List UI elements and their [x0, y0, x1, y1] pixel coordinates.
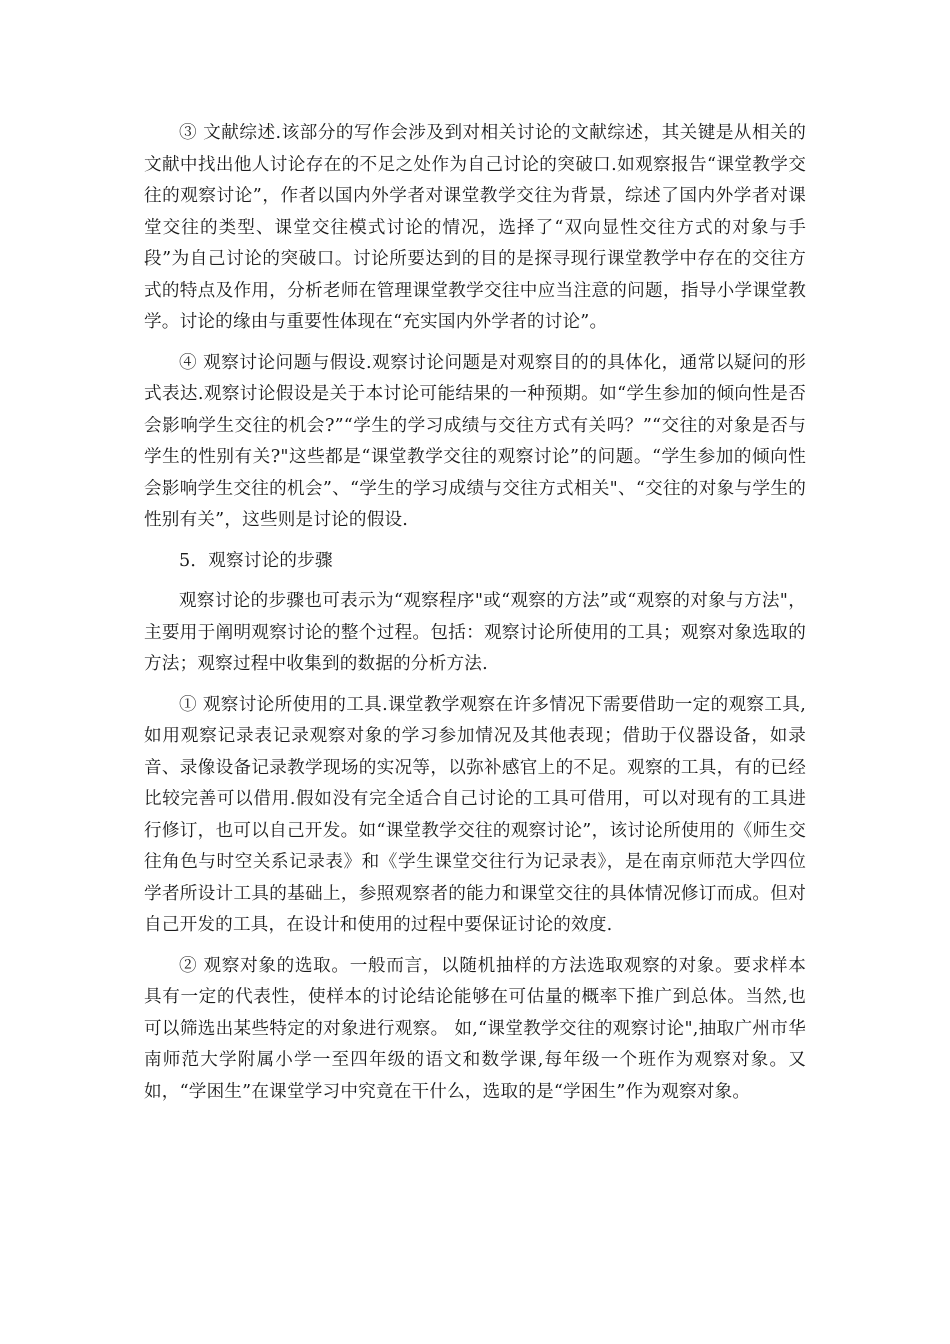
paragraph-subject-selection: ② 观察对象的选取。一般而言，以随机抽样的方法选取观察的对象。要求样本具有一定的代表性，使样本的讨论结论能够在可估量的概率下推广到总体。当然,也可以筛选出某些特定的对象进行观察。 如,“课堂教学交往的观察讨论",抽取广州市华南师范大学附属小学一至四年级的语文和数学课,每年级一个班作为观察对象。又如，“学困生”在课堂学习中究竟在干什么，选取的是“学困生”作为观察对象。	[144, 955, 806, 1102]
section-heading-observation-steps: 5．观察讨论的步骤	[179, 550, 333, 571]
paragraph-research-questions: ④ 观察讨论问题与假设.观察讨论问题是对观察目的的具体化，通常以疑问的形式表达.观察讨论假设是关于本讨论可能结果的一种预期。如“学生参加的倾向性是否会影响学生交往的机会?”“学生的学习成绩与交往方式有关吗？”“交往的对象是否与学生的性别有关?"这些都是“课堂教学交往的观察讨论”的问题。“学生参加的倾向性会影响学生交往的机会”、“学生的学习成绩与交往方式相关"、“交往的对象与学生的性别有关”，这些则是讨论的假设.	[144, 352, 806, 530]
document-body	[144, 118, 806, 1117]
paragraph-observation-tools: ① 观察讨论所使用的工具.课堂教学观察在许多情况下需要借助一定的观察工具,如用观察记录表记录观察对象的学习参加情况及其他表现；借助于仪器设备，如录音、录像设备记录教学现场的实况等，以弥补感官上的不足。观察的工具，有的已经比较完善可以借用.假如没有完全适合自己讨论的工具可借用，可以对现有的工具进行修订，也可以自己开发。如“课堂教学交往的观察讨论”，该讨论所使用的《师生交往角色与时空关系记录表》和《学生课堂交往行为记录表》，是在南京师范大学四位学者所设计工具的基础上，参照观察者的能力和课堂交往的具体情况修订而成。但对自己开发的工具，在设计和使用的过程中要保证讨论的效度.	[144, 694, 806, 935]
paragraph-literature-review: ③ 文献综述.该部分的写作会涉及到对相关讨论的文献综述，其关键是从相关的文献中找出他人讨论存在的不足之处作为自己讨论的突破口.如观察报告“课堂教学交往的观察讨论”，作者以国内外学者对课堂教学交往为背景，综述了国内外学者对课堂交往的类型、课堂交往模式讨论的情况，选择了“双向显性交往方式的对象与手段”为自己讨论的突破口。讨论所要达到的目的是探寻现行课堂教学中存在的交往方式的特点及作用，分析老师在管理课堂教学交往中应当注意的问题，指导小学课堂教学。讨论的缘由与重要性体现在“充实国内外学者的讨论”。	[144, 123, 806, 332]
paragraph-steps-intro: 观察讨论的步骤也可表示为“观察程序"或“观察的方法”或“观察的对象与方法"，主要用于阐明观察讨论的整个过程。包括：观察讨论所使用的工具；观察对象选取的方法；观察过程中收集到的数据的分析方法.	[144, 591, 806, 674]
